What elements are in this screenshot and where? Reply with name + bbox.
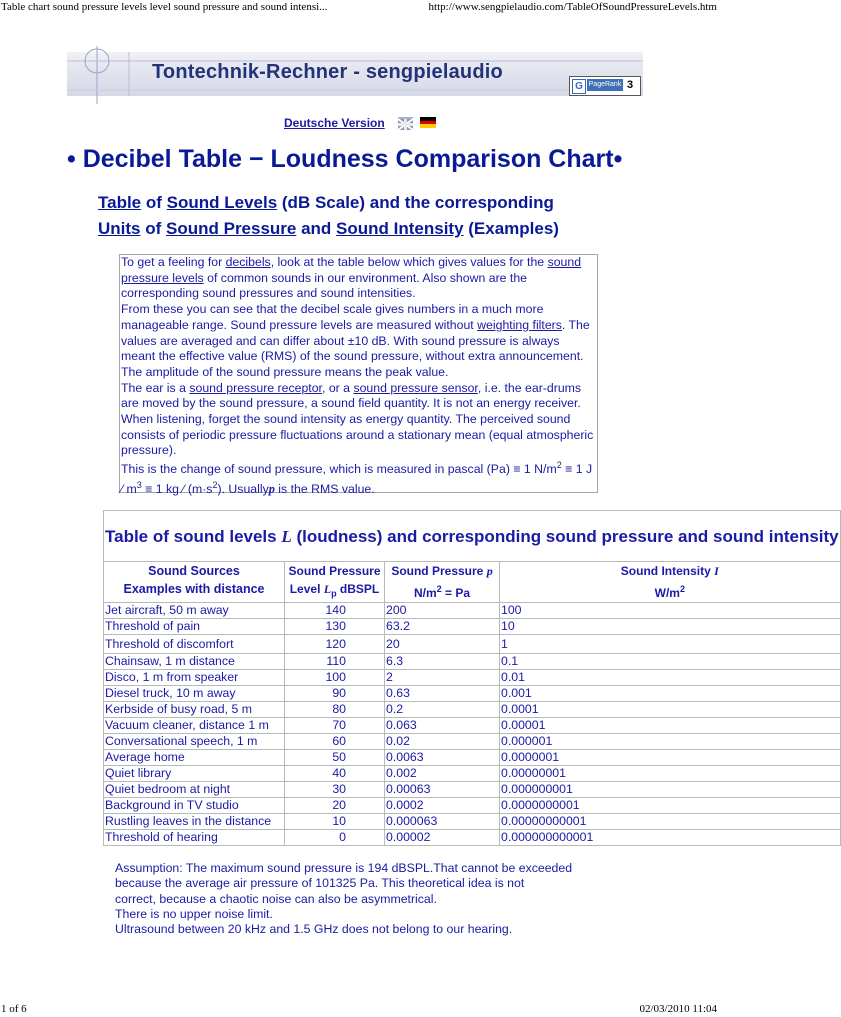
cell-intensity: 0.0001 [500, 702, 841, 718]
table-title [104, 511, 841, 562]
cell-source: Quiet library [104, 766, 285, 782]
cell-intensity: 0.000001 [500, 734, 841, 750]
page-number: 1 of 6 [1, 1003, 27, 1015]
cell-source: Vacuum cleaner, distance 1 m [104, 718, 285, 734]
cell-intensity: 0.1 [500, 654, 841, 670]
cell-level: 110 [285, 654, 385, 670]
header-line: W/m [654, 586, 680, 600]
cell-source: Threshold of hearing [104, 830, 285, 846]
table-row [104, 830, 841, 846]
intro-text: From these you can see that the decibel scale gives numbers in a much more manageable range. Sound pressure levels are measured without [121, 302, 544, 332]
table-row [104, 702, 841, 718]
superscript: 2 [436, 584, 442, 594]
cell-pressure: 0.02 [385, 734, 500, 750]
subtitle-link-units[interactable]: Units [98, 219, 141, 238]
subtitle-text: of [141, 193, 167, 212]
google-g-icon: G [572, 79, 586, 94]
cell-pressure: 20 [385, 635, 500, 654]
intro-text: of common sounds in our environment. Also shown are the corresponding sound pressures and sound intensities. [121, 270, 528, 301]
assumption-note [115, 861, 635, 937]
subtitle-text: and [296, 219, 337, 238]
cell-intensity: 0.000000000001 [500, 830, 841, 846]
assumption-line: because the average air pressure of 101325 Pa. This theoretical idea is not [115, 876, 525, 891]
symbol-p: p [486, 564, 493, 578]
cell-source: Disco, 1 m from speaker [104, 670, 285, 686]
page-subtitle [98, 190, 658, 242]
weighting-filters-link[interactable]: weighting filters [477, 317, 562, 332]
assumption-line: There is no upper noise limit. [115, 906, 273, 921]
table-row [104, 782, 841, 798]
cell-level: 120 [285, 635, 385, 654]
col-header-pressure [385, 562, 500, 603]
header-line: N/m [413, 586, 437, 600]
cell-source: Jet aircraft, 50 m away [104, 603, 285, 619]
print-header [0, 0, 719, 14]
cell-source: Background in TV studio [104, 798, 285, 814]
header-line: Level [289, 582, 324, 596]
table-row [104, 734, 841, 750]
superscript: 3 [136, 480, 142, 491]
table-row [104, 718, 841, 734]
cell-pressure: 2 [385, 670, 500, 686]
subtitle-link-sound-levels[interactable]: Sound Levels [166, 193, 278, 212]
intro-text: ). Usually [217, 482, 269, 497]
cell-level: 0 [285, 830, 385, 846]
cell-intensity: 10 [500, 619, 841, 635]
cell-level: 20 [285, 798, 385, 814]
intro-units-line [121, 462, 592, 496]
pagerank-badge[interactable] [569, 76, 641, 96]
print-page-title: Table chart sound pressure levels level sound pressure and sound intensi... [1, 1, 328, 13]
cell-source: Chainsaw, 1 m distance [104, 654, 285, 670]
table-row [104, 635, 841, 654]
header-line: dBSPL [336, 582, 380, 596]
pagerank-label: PageRank [587, 79, 623, 91]
cell-source: Conversational speech, 1 m [104, 734, 285, 750]
subtitle-link-sound-pressure[interactable]: Sound Pressure [166, 219, 297, 238]
subscript: p [331, 588, 337, 599]
subtitle-text: (Examples) [463, 219, 559, 238]
table-title-text: (loudness) and corresponding sound pressure and sound intensity [291, 526, 839, 546]
intro-text: This is the change of sound pressure, which is measured in pascal (Pa) ≡ 1 N/m [121, 462, 557, 477]
table-row [104, 766, 841, 782]
print-date: 02/03/2010 11:04 [639, 1003, 717, 1015]
subtitle-text: of [140, 219, 166, 238]
intro-text: . The values are averaged and can differ about ±10 dB. With sound pressure is always meant the effective value (RMS) of the sound pressure, without extra announcement. The amplitude of the sound pressure means the peak value. [121, 317, 590, 379]
intro-text: The ear is a [121, 380, 190, 395]
assumption-line: correct, because a chaotic noise can also be asymmetrical. [115, 891, 437, 906]
header-line: Sound Intensity [620, 564, 715, 578]
cell-level: 90 [285, 686, 385, 702]
cell-intensity: 0.0000000001 [500, 798, 841, 814]
uk-flag-icon[interactable] [398, 117, 413, 128]
header-line: Sound Pressure [288, 564, 381, 578]
cell-source: Threshold of discomfort [104, 635, 285, 654]
cell-level: 30 [285, 782, 385, 798]
print-page-url: http://www.sengpielaudio.com/TableOfSoundPressureLevels.htm [428, 1, 717, 13]
cell-pressure: 6.3 [385, 654, 500, 670]
col-header-level [285, 562, 385, 603]
subtitle-text: (dB Scale) and the corresponding [277, 193, 554, 212]
cell-intensity: 0.000000001 [500, 782, 841, 798]
table-body [104, 603, 841, 846]
col-header-intensity [500, 562, 841, 603]
cell-intensity: 0.00001 [500, 718, 841, 734]
cell-pressure: 0.002 [385, 766, 500, 782]
table-row [104, 603, 841, 619]
cell-source: Rustling leaves in the distance [104, 814, 285, 830]
symbol-L: L [323, 582, 332, 596]
symbol-I: I [714, 564, 719, 578]
intro-text: is the RMS value. [274, 482, 375, 497]
cell-pressure: 0.00063 [385, 782, 500, 798]
cell-intensity: 0.001 [500, 686, 841, 702]
superscript: 2 [212, 480, 218, 491]
cell-pressure: 0.0002 [385, 798, 500, 814]
sound-pressure-receptor-link[interactable]: sound pressure receptor [189, 380, 322, 395]
cell-source: Average home [104, 750, 285, 766]
table-row [104, 798, 841, 814]
print-footer [0, 1002, 719, 1016]
cell-intensity: 0.01 [500, 670, 841, 686]
banner-title: Tontechnik-Rechner - sengpielaudio [152, 61, 503, 83]
col-header-sources [104, 562, 285, 603]
flag-stripe-gold [420, 124, 436, 128]
assumption-line: Ultrasound between 20 kHz and 1.5 GHz does not belong to our hearing. [115, 922, 513, 937]
superscript: 2 [679, 584, 685, 594]
superscript: 2 [556, 460, 562, 471]
intro-text: , or a [321, 380, 354, 395]
cell-pressure: 0.63 [385, 686, 500, 702]
cell-pressure: 0.0063 [385, 750, 500, 766]
uk-flag-graphic [398, 119, 413, 130]
pagerank-value: 3 [627, 79, 634, 91]
cell-source: Threshold of pain [104, 619, 285, 635]
table-row [104, 654, 841, 670]
cell-level: 60 [285, 734, 385, 750]
cell-level: 10 [285, 814, 385, 830]
sound-pressure-sensor-link[interactable]: sound pressure sensor [353, 380, 478, 395]
cell-pressure: 0.2 [385, 702, 500, 718]
cell-intensity: 0.0000001 [500, 750, 841, 766]
intro-text: , i.e. the ear-drums are moved by the sound pressure, a sound field quantity. It is not an energy receiver. When listening, forget the sound intensity as energy quantity. The perceived sound consists of periodic pressure fluctuations around a stationary mean (equal atmospheric pressure). [121, 380, 594, 458]
cell-source: Kerbside of busy road, 5 m [104, 702, 285, 718]
header-line: Examples with distance [123, 582, 265, 596]
table-row [104, 814, 841, 830]
cell-level: 50 [285, 750, 385, 766]
assumption-line: Assumption: The maximum sound pressure is 194 dBSPL.That cannot be exceeded [115, 861, 573, 875]
cell-level: 130 [285, 619, 385, 635]
cell-intensity: 0.00000000001 [500, 814, 841, 830]
table-title-text: Table of sound levels [105, 526, 282, 546]
cell-pressure: 200 [385, 603, 500, 619]
page-title: • Decibel Table − Loudness Comparison Chart• [67, 145, 623, 173]
table-row [104, 619, 841, 635]
header-line: Sound Pressure [391, 564, 487, 578]
cell-pressure: 63.2 [385, 619, 500, 635]
symbol-p: p [268, 482, 275, 497]
cell-source: Quiet bedroom at night [104, 782, 285, 798]
intro-text: , look at the table below which gives values for the [270, 255, 548, 269]
cell-pressure: 0.063 [385, 718, 500, 734]
subtitle-link-sound-intensity[interactable]: Sound Intensity [336, 219, 464, 238]
decibels-link[interactable]: decibels [225, 255, 271, 269]
cell-pressure: 0.000063 [385, 814, 500, 830]
sound-pressure-levels-link[interactable]: sound pressure levels [121, 255, 582, 285]
intro-text: ≡ 1 J ⁄ m [121, 462, 593, 497]
cell-source: Diesel truck, 10 m away [104, 686, 285, 702]
cell-level: 70 [285, 718, 385, 734]
cell-level: 100 [285, 670, 385, 686]
intro-text: ≡ 1 kg ⁄ (m·s [141, 482, 213, 497]
intro-box [119, 254, 598, 497]
sound-levels-table [103, 510, 841, 846]
german-flag-icon[interactable] [420, 117, 436, 128]
table-row [104, 686, 841, 702]
cell-intensity: 0.00000001 [500, 766, 841, 782]
german-version-link[interactable]: Deutsche Version [284, 116, 385, 130]
cell-level: 80 [285, 702, 385, 718]
table-row [104, 670, 841, 686]
header-line: Sound Sources [148, 564, 240, 578]
cell-level: 40 [285, 766, 385, 782]
intro-text: To get a feeling for [121, 255, 226, 269]
header-line: = Pa [441, 586, 471, 600]
cell-level: 140 [285, 603, 385, 619]
cell-pressure: 0.00002 [385, 830, 500, 846]
cell-intensity: 100 [500, 603, 841, 619]
cell-intensity: 1 [500, 635, 841, 654]
symbol-L: L [281, 526, 292, 546]
site-banner[interactable] [67, 46, 643, 104]
subtitle-link-table[interactable]: Table [98, 193, 142, 212]
table-row [104, 750, 841, 766]
